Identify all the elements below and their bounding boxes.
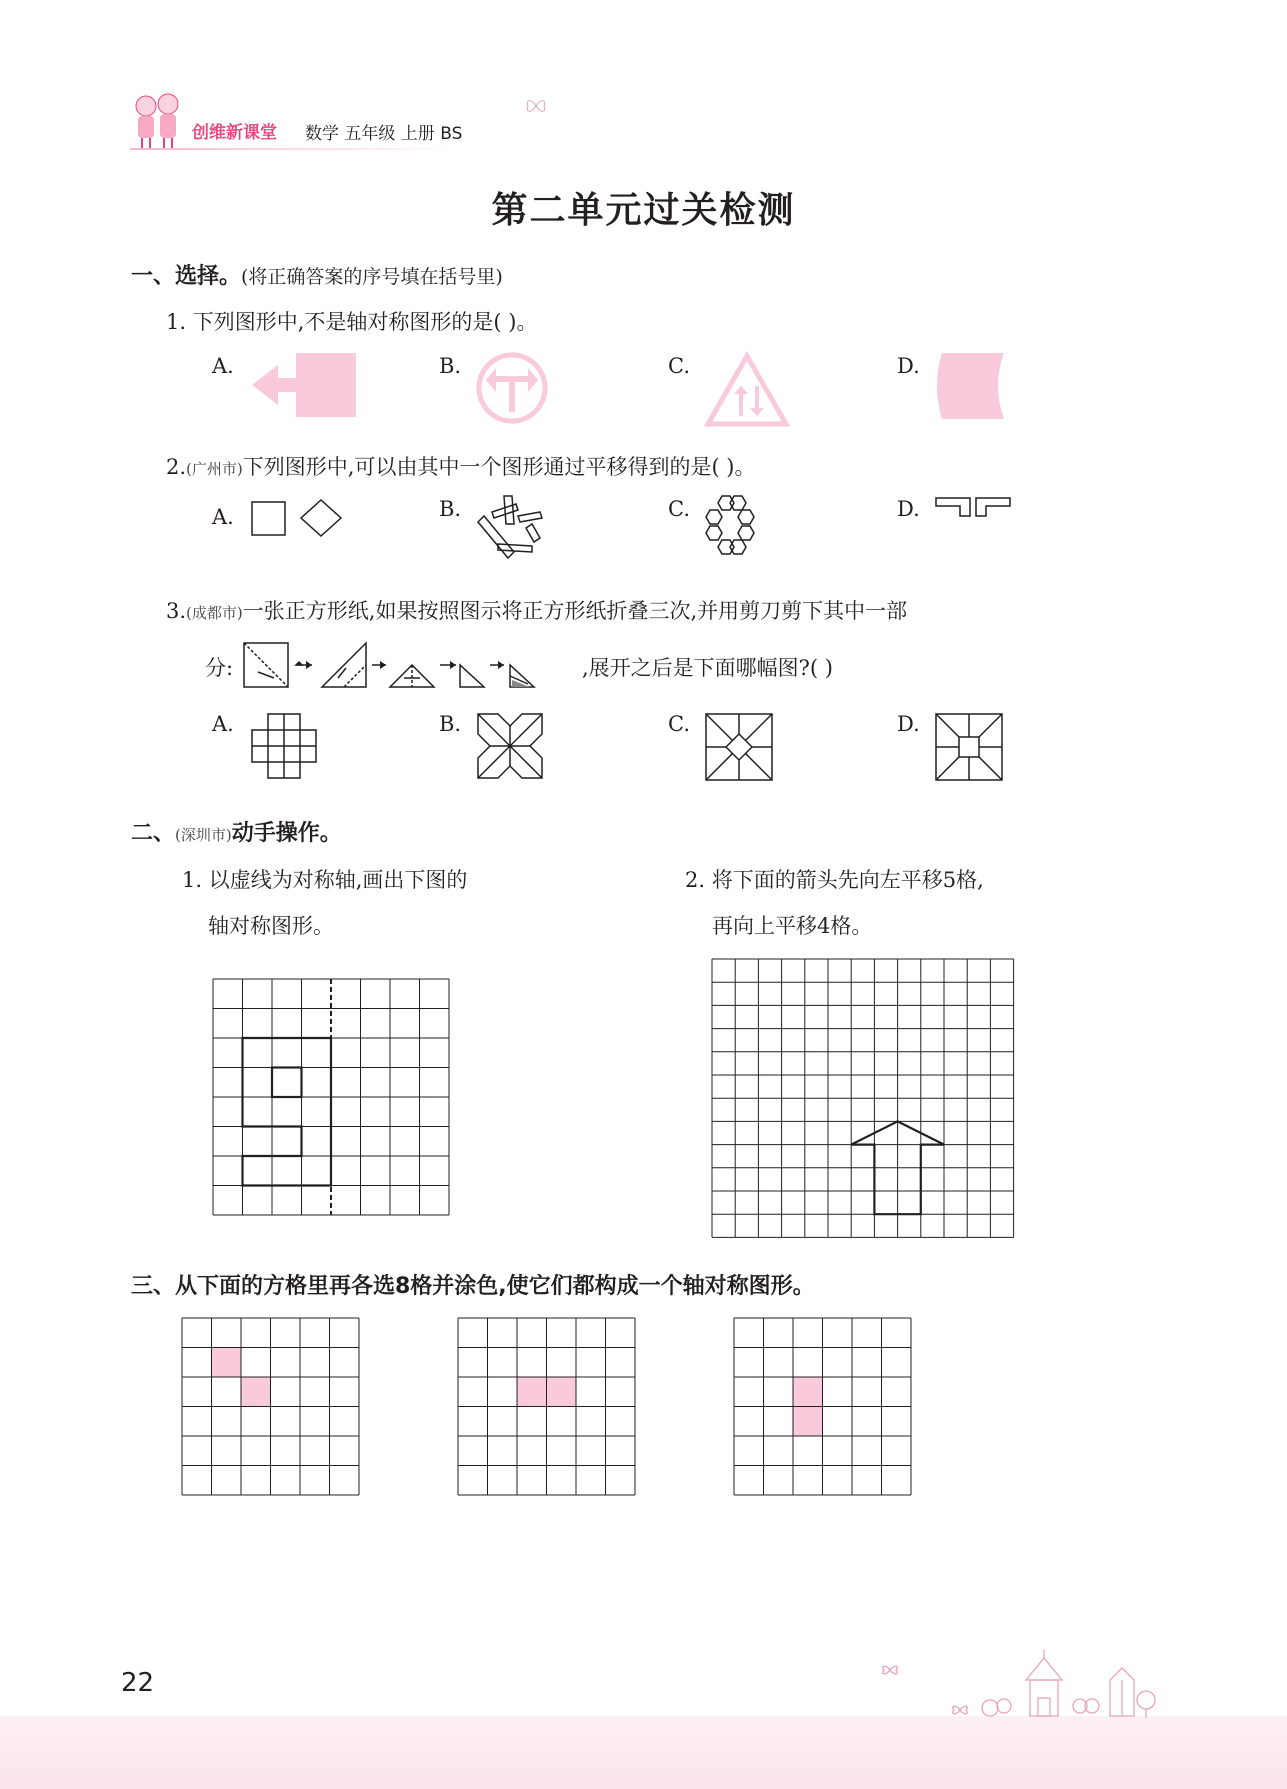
task1-line1: 1. 以虚线为对称轴,画出下图的	[182, 868, 468, 892]
q3-text	[166, 595, 907, 625]
q1-option-b: B.	[439, 354, 462, 378]
q3-option-b: B.	[439, 712, 462, 736]
q3-figure-d	[934, 712, 1004, 782]
shaded-cell	[517, 1377, 547, 1407]
page-title: 第二单元过关检测	[491, 190, 796, 231]
q1-option-a: A.	[212, 354, 234, 378]
q1-figure-d-shape	[934, 350, 1006, 422]
q2-figure-c-hexagons	[702, 494, 758, 566]
task2-line2: 再向上平移4格。	[712, 914, 873, 938]
q2-option-d: D.	[897, 497, 920, 521]
shaded-cell	[793, 1377, 823, 1407]
q2-option-a: A.	[212, 505, 234, 529]
task2-line1: 2. 将下面的箭头先向左平移5格,	[685, 868, 984, 892]
section1-note: (将正确答案的序号填在括号里)	[241, 266, 503, 288]
bottom-band	[0, 1716, 1287, 1789]
q3-folding-steps	[240, 640, 582, 692]
castle-illustration	[880, 1650, 1160, 1720]
given-shape	[243, 1038, 332, 1186]
q1-text: 1. 下列图形中,不是轴对称图形的是( )。	[166, 310, 538, 334]
section1-heading-text: 一、选择。	[131, 264, 242, 289]
q2-region: (广州市)	[186, 460, 243, 478]
q1-option-d: D.	[897, 354, 920, 378]
q2-text	[166, 451, 756, 481]
page-number: 22	[121, 1668, 155, 1698]
header-kids-illustration	[128, 88, 188, 150]
q2-figure-a	[250, 498, 350, 540]
q3-figure-b	[476, 712, 546, 782]
q3-option-a: A.	[212, 712, 234, 736]
q2-option-c: C.	[668, 497, 690, 521]
q2-body: 下列图形中,可以由其中一个图形通过平移得到的是( )。	[242, 455, 756, 479]
q2-option-b: B.	[439, 497, 462, 521]
header-brand: 创维新课堂	[192, 123, 277, 143]
color-grid-3[interactable]	[733, 1317, 913, 1497]
q2-figure-b	[474, 494, 546, 560]
task1-line2: 轴对称图形。	[208, 914, 334, 938]
shaded-cell	[212, 1348, 242, 1378]
section2-region: (深圳市)	[175, 826, 232, 844]
section2-heading-prefix: 二、	[131, 821, 176, 846]
color-grid-1[interactable]	[181, 1317, 361, 1497]
q3-line2-start: 分:	[205, 656, 234, 680]
shaded-cell	[793, 1407, 823, 1437]
q3-region: (成都市)	[186, 604, 243, 622]
q3-figure-a	[250, 712, 320, 782]
q2-figure-d	[934, 494, 1014, 520]
section3-heading: 三、从下面的方格里再各选8格并涂色,使它们都构成一个轴对称图形。	[131, 1274, 815, 1299]
q1-figure-a-arrow	[250, 350, 360, 420]
given-shape-inner	[272, 1068, 302, 1098]
q1-option-c: C.	[668, 354, 690, 378]
header-subtitle: 数学 五年级 上册 BS	[305, 124, 463, 144]
section2-heading-rest: 动手操作。	[231, 821, 342, 846]
section2-heading	[131, 816, 342, 847]
symmetry-grid[interactable]	[212, 978, 452, 1218]
butterfly-icon	[525, 98, 547, 114]
color-grid-2[interactable]	[457, 1317, 637, 1497]
q3-figure-c	[704, 712, 774, 782]
q1-figure-b-sign	[476, 352, 548, 424]
q3-option-c: C.	[668, 712, 690, 736]
q1-figure-c-warning-sign	[704, 352, 790, 428]
shaded-cell	[547, 1377, 577, 1407]
header-rule	[130, 148, 460, 150]
q3-option-d: D.	[897, 712, 920, 736]
q3-number: 3.	[166, 599, 187, 623]
q2-number: 2.	[166, 455, 187, 479]
q3-line2-end: ,展开之后是下面哪幅图?( )	[582, 656, 833, 680]
q3-body: 一张正方形纸,如果按照图示将正方形纸折叠三次,并用剪刀剪下其中一部	[242, 599, 908, 623]
section1-heading	[131, 259, 503, 290]
shaded-cell	[241, 1377, 271, 1407]
translation-grid[interactable]	[711, 958, 1015, 1240]
